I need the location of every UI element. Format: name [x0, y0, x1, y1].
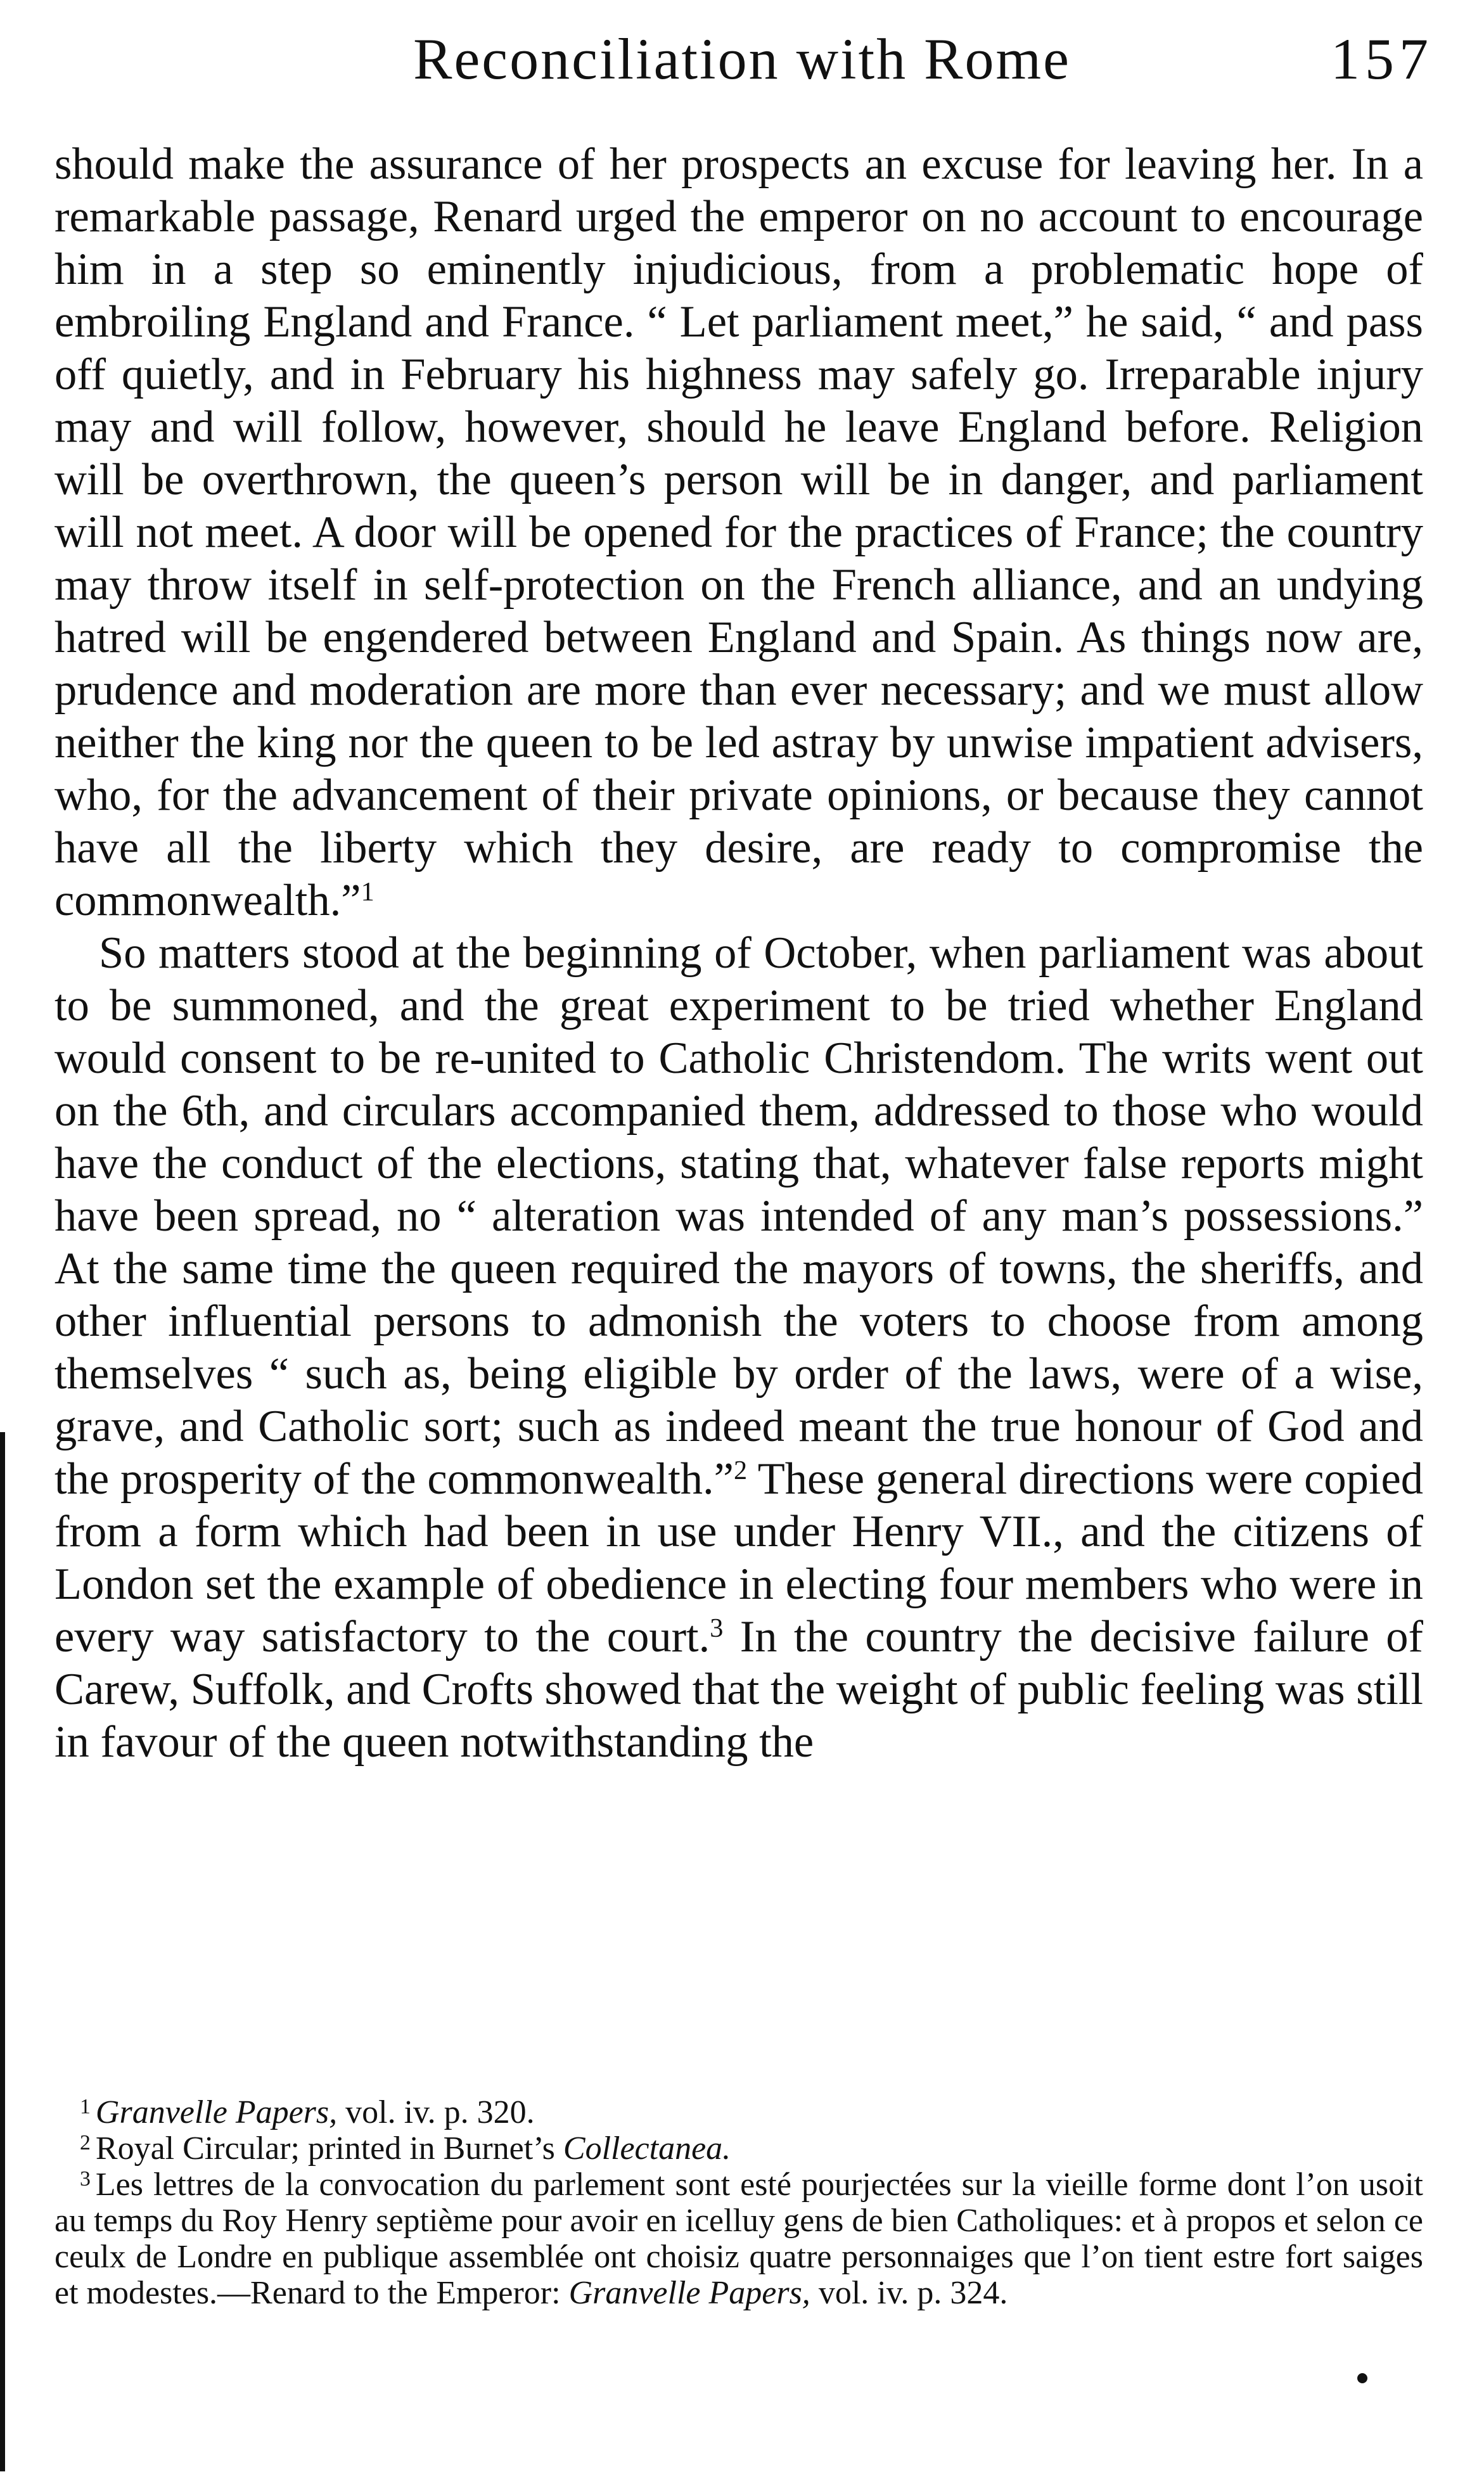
paragraph-1 [54, 138, 1423, 927]
margin-rule [0, 1432, 5, 2471]
footnote-1-title: Granvelle Papers, [95, 2094, 338, 2130]
paragraph-1-text: should make the assurance of her prospects an excuse for leaving her. In a remarkable passage, Renard urged the emperor on no account to encourage him in a step so eminently injudicious, from a problematic hope of embroiling England and France. “ Let parliament meet,” he said, “ and pass off quietly, and in February his highness may safely go. Irreparable injury may and will follow, however, should he leave England before. Religion will be overthrown, the queen’s person will be in danger, and parliament will not meet. A door will be opened for the practices of France; the country may throw itself in self-protection on the French alliance, and an undying hatred will be engendered between England and Spain. As things now are, prudence and moderation are more than ever necessary; and we must allow neither the king nor the queen to be led astray by unwise impatient advisers, who, for the advancement of their private opinions, or because they cannot have all the liberty which they desire, are ready to compromise the commonwealth.” [54, 139, 1423, 925]
footnote-ref-3: 3 [710, 1613, 724, 1643]
footnotes [54, 2094, 1423, 2311]
footnote-3-tail: vol. iv. p. 324. [810, 2275, 1008, 2311]
footnote-2 [54, 2130, 1423, 2167]
footnote-2-text: Royal Circular; printed in Burnet’s [95, 2130, 563, 2167]
page-number: 157 [1331, 27, 1433, 91]
page-header [0, 25, 1484, 114]
paragraph-2-text-b: These general directions were copied from a form which had been in use under Henry VII., and the citizens of London set the example of obedience in electing four members who were in every way satisfactory to the court. [54, 1454, 1423, 1662]
footnote-1-marker: 1 [80, 2094, 91, 2118]
paragraph-2-text-a: So matters stood at the beginning of October, when parliament was about to be summoned, and the great experiment to be tried whether England would consent to be re-united to Catholic Christendom. The writs went out on the 6th, and circulars accompanied them, addressed to those who would have the conduct of the elections, stating that, whatever false reports might have been spread, no “ alteration was intended of any man’s possessions.” At the same time the queen required the mayors of towns, the sheriffs, and other influential persons to admonish the voters to choose from among themselves “ such as, being eligible by order of the laws, were of a wise, grave, and Catholic sort; such as indeed meant the true honour of God and the prosperity of the commonwealth.” [54, 928, 1423, 1504]
paragraph-2 [54, 927, 1423, 1769]
body-text [54, 138, 1423, 1769]
footnote-3-title: Granvelle Papers, [568, 2275, 810, 2311]
paragraph-2-text-c: In the country the decisive failure of Carew, Suffolk, and Crofts showed that the weight of public feeling was still in favour of the queen notwithstanding the [54, 1612, 1424, 1767]
footnote-1-text: vol. iv. p. 320. [337, 2094, 535, 2130]
footnote-3-text: Les lettres de la convocation du parlement sont esté pourjectées sur la vieille forme dont l’on usoit au temps du Roy Henry septième pour avoir en icelluy gens de bien Catholiques: et à propos et selon ce ceulx de Londre en publique assemblée ont choisiz quatre personnaiges que l’on tient estre fort saiges et modestes.—Renard to the Emperor: [54, 2167, 1423, 2311]
footnote-1 [54, 2094, 1423, 2130]
footnote-ref-2: 2 [733, 1455, 748, 1485]
footnote-3-marker: 3 [80, 2167, 91, 2191]
running-title: Reconciliation with Rome [413, 27, 1071, 91]
footnote-3 [54, 2167, 1423, 2311]
bullet-mark [1357, 2373, 1367, 2383]
footnote-ref-1: 1 [361, 876, 374, 907]
footnote-2-marker: 2 [80, 2130, 91, 2155]
footnote-2-title: Collectanea. [563, 2130, 731, 2167]
